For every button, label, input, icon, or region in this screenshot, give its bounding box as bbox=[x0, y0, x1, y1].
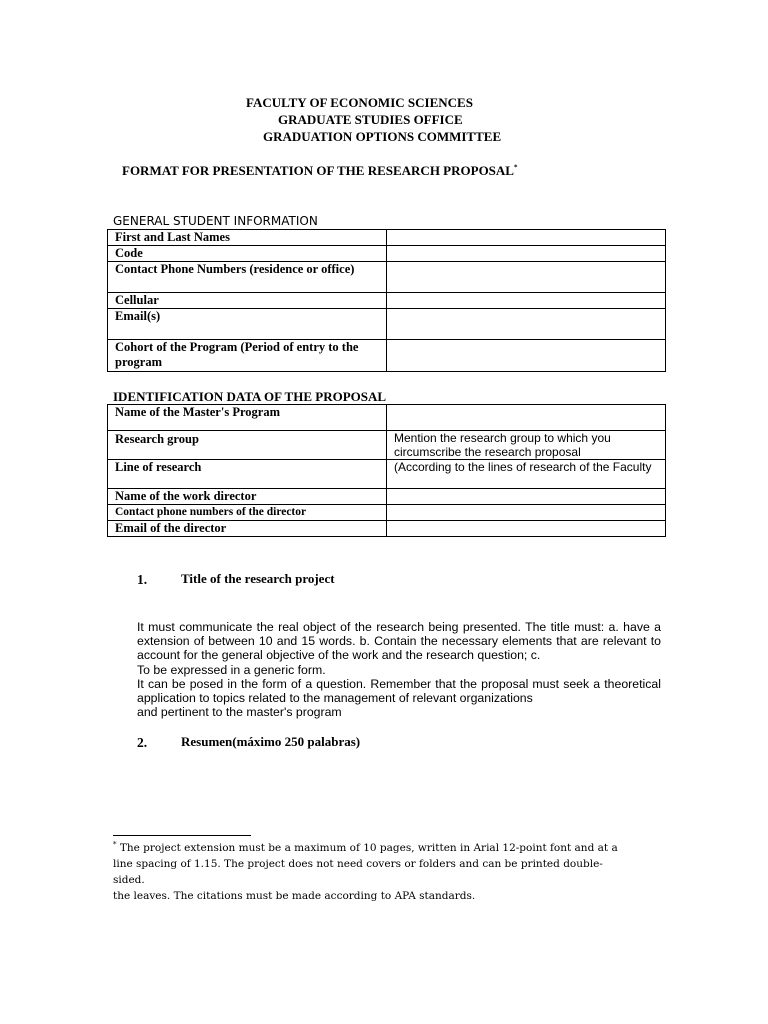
field-label: Line of research bbox=[108, 460, 387, 489]
contact-phone-field[interactable] bbox=[387, 262, 666, 293]
table-row bbox=[108, 340, 666, 372]
footnote-ref: * bbox=[513, 163, 518, 172]
section-1-paragraph: To be expressed in a generic form. bbox=[137, 662, 326, 677]
email-field[interactable] bbox=[387, 309, 666, 340]
table-row bbox=[108, 230, 666, 246]
field-label: Code bbox=[108, 246, 387, 262]
office-heading: GRADUATE STUDIES OFFICE bbox=[278, 112, 463, 127]
section-1-number: 1. bbox=[137, 572, 148, 587]
format-title-text: FORMAT FOR PRESENTATION OF THE RESEARCH PROPOSAL bbox=[122, 163, 514, 178]
proposal-heading: IDENTIFICATION DATA OF THE PROPOSAL bbox=[113, 389, 387, 404]
section-1-paragraph: It must communicate the real object of the research being presented. The title must: a. have a extension of between 10 and 15 words. b. Contain the necessary elements that are relevant to account for the general objective of the work and the research question; c. bbox=[137, 620, 661, 663]
masters-program-field[interactable] bbox=[387, 405, 666, 431]
section-1-paragraph: and pertinent to the master's program bbox=[137, 705, 342, 720]
cellular-field[interactable] bbox=[387, 293, 666, 309]
section-1-paragraph: It can be posed in the form of a question. Remember that the proposal must seek a theoretical application to topics related to the management of relevant organizations bbox=[137, 676, 661, 706]
footnote bbox=[113, 840, 633, 904]
field-label: Cohort of the Program (Period of entry to the program bbox=[108, 340, 387, 372]
table-row bbox=[108, 309, 666, 340]
table-row bbox=[108, 489, 666, 505]
footnote-line: line spacing of 1.15. The project does not need covers or folders and can be printed double-sided. bbox=[113, 858, 603, 886]
faculty-heading: FACULTY OF ECONOMIC SCIENCES bbox=[246, 95, 473, 110]
table-row bbox=[108, 246, 666, 262]
field-label: Name of the Master's Program bbox=[108, 405, 387, 431]
field-label: Email of the director bbox=[108, 521, 387, 537]
footnote-text: The project extension must be a maximum of 10 pages, written in Arial 12-point font and at a bbox=[119, 842, 618, 854]
table-row bbox=[108, 262, 666, 293]
field-label: Email(s) bbox=[108, 309, 387, 340]
section-2-number: 2. bbox=[137, 735, 148, 750]
field-label: Contact Phone Numbers (residence or office) bbox=[108, 262, 387, 293]
footnote-line: the leaves. The citations must be made according to APA standards. bbox=[113, 890, 476, 902]
research-group-field[interactable]: Mention the research group to which you circumscribe the research proposal bbox=[387, 431, 666, 460]
footnote-marker: * bbox=[113, 840, 117, 849]
general-info-table bbox=[107, 229, 666, 372]
table-row bbox=[108, 405, 666, 431]
field-label: Name of the work director bbox=[108, 489, 387, 505]
table-row bbox=[108, 431, 666, 460]
work-director-field[interactable] bbox=[387, 489, 666, 505]
proposal-table bbox=[107, 404, 666, 537]
field-label: Research group bbox=[108, 431, 387, 460]
section-1-body bbox=[137, 620, 661, 719]
committee-heading: GRADUATION OPTIONS COMMITTEE bbox=[263, 129, 502, 144]
field-label: Contact phone numbers of the director bbox=[108, 505, 387, 521]
footnote-separator bbox=[113, 835, 251, 836]
footnote-line bbox=[113, 840, 633, 856]
director-phone-field[interactable] bbox=[387, 505, 666, 521]
table-row bbox=[108, 460, 666, 489]
cohort-field[interactable] bbox=[387, 340, 666, 372]
format-title bbox=[122, 163, 517, 179]
section-2-title: Resumen(máximo 250 palabras) bbox=[181, 734, 361, 749]
table-row bbox=[108, 293, 666, 309]
first-last-names-field[interactable] bbox=[387, 230, 666, 246]
code-field[interactable] bbox=[387, 246, 666, 262]
director-email-field[interactable] bbox=[387, 521, 666, 537]
general-info-heading: GENERAL STUDENT INFORMATION bbox=[113, 214, 318, 228]
table-row bbox=[108, 521, 666, 537]
table-row bbox=[108, 505, 666, 521]
section-1-title: Title of the research project bbox=[181, 571, 335, 586]
field-label: First and Last Names bbox=[108, 230, 387, 246]
field-label: Cellular bbox=[108, 293, 387, 309]
line-of-research-field[interactable]: (According to the lines of research of the Faculty bbox=[387, 460, 666, 489]
